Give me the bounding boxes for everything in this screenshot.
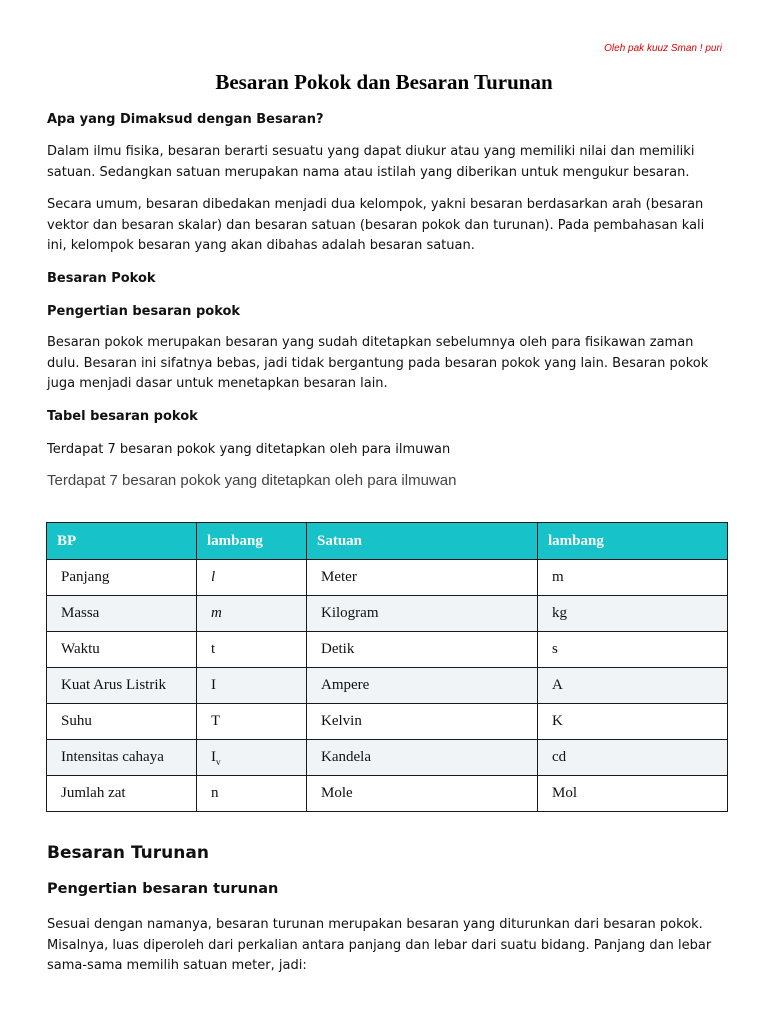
- cell-symbol: t: [197, 632, 307, 668]
- table-row: [47, 560, 728, 596]
- section-heading-besaran-turunan: Besaran Turunan: [47, 843, 209, 863]
- cell-quantity: Panjang: [47, 560, 197, 596]
- cell-quantity: Kuat Arus Listrik: [47, 668, 197, 704]
- table-intro: Terdapat 7 besaran pokok yang ditetapkan oleh para ilmuwan: [47, 442, 451, 457]
- column-header-satuan: Satuan: [307, 523, 538, 560]
- column-header-lambang: lambang: [197, 523, 307, 560]
- cell-unit: Detik: [307, 632, 538, 668]
- cell-symbol: l: [197, 560, 307, 596]
- cell-unit: Ampere: [307, 668, 538, 704]
- paragraph-besaran-pokok: Besaran pokok merupakan besaran yang sudah ditetapkan sebelumnya oleh para fisikawan zaman dulu. Besaran ini sifatnya bebas, jadi tidak bergantung pada besaran pokok yang lain. Besaran pokok juga menjadi dasar untuk menetapkan besaran lain.: [47, 335, 709, 391]
- table-heading: Tabel besaran pokok: [47, 409, 198, 424]
- table-row: [47, 740, 728, 776]
- cell-unit-symbol: A: [538, 668, 728, 704]
- paragraph-classification: Secara umum, besaran dibedakan menjadi dua kelompok, yakni besaran berdasarkan arah (besaran vektor dan besaran skalar) dan besaran satuan (besaran pokok dan turunan). Pada pembahasan kali ini, kelompok besaran yang akan dibahas adalah besaran satuan.: [47, 197, 705, 253]
- column-header-lambang-satuan: lambang: [538, 523, 728, 560]
- section-heading-besaran-pokok: Besaran Pokok: [47, 271, 156, 286]
- cell-unit-symbol: kg: [538, 596, 728, 632]
- table-row: [47, 704, 728, 740]
- cell-quantity: Suhu: [47, 704, 197, 740]
- cell-quantity: Jumlah zat: [47, 776, 197, 812]
- table-intro-repeat: Terdapat 7 besaran pokok yang ditetapkan oleh para ilmuwan: [47, 472, 457, 489]
- cell-symbol: [197, 740, 307, 776]
- symbol-base: I: [211, 748, 216, 765]
- table-row: [47, 632, 728, 668]
- author-note: Oleh pak kuuz Sman ! puri: [604, 43, 722, 54]
- cell-quantity: Waktu: [47, 632, 197, 668]
- cell-unit-symbol: Mol: [538, 776, 728, 812]
- cell-symbol: I: [197, 668, 307, 704]
- cell-unit-symbol: K: [538, 704, 728, 740]
- cell-quantity: Massa: [47, 596, 197, 632]
- document-title: Besaran Pokok dan Besaran Turunan: [215, 70, 553, 94]
- column-header-bp: BP: [47, 523, 197, 560]
- subheading-pengertian-turunan: Pengertian besaran turunan: [47, 881, 279, 897]
- cell-unit: Kelvin: [307, 704, 538, 740]
- cell-unit-symbol: s: [538, 632, 728, 668]
- paragraph-besaran-turunan: Sesuai dengan namanya, besaran turunan merupakan besaran yang diturunkan dari besaran pokok. Misalnya, luas diperoleh dari perkalian antara panjang dan lebar dari suatu bidang. Panjang dan lebar sama-sama memilih satuan meter, jadi:: [47, 917, 712, 973]
- table-row: [47, 776, 728, 812]
- cell-unit-symbol: m: [538, 560, 728, 596]
- table-header-row: [47, 523, 728, 560]
- cell-unit: Mole: [307, 776, 538, 812]
- cell-symbol: m: [197, 596, 307, 632]
- symbol-subscript: v: [216, 756, 221, 767]
- paragraph-definition: Dalam ilmu fisika, besaran berarti sesuatu yang dapat diukur atau yang memiliki nilai dan memiliki satuan. Sedangkan satuan merupakan nama atau istilah yang diberikan untuk mengukur besaran.: [47, 144, 695, 180]
- cell-symbol: T: [197, 704, 307, 740]
- table-row: [47, 596, 728, 632]
- cell-symbol: n: [197, 776, 307, 812]
- subheading-pengertian-pokok: Pengertian besaran pokok: [47, 304, 241, 319]
- cell-unit: Meter: [307, 560, 538, 596]
- cell-quantity: Intensitas cahaya: [47, 740, 197, 776]
- table-row: [47, 668, 728, 704]
- base-quantities-table: [46, 522, 728, 812]
- cell-unit: Kandela: [307, 740, 538, 776]
- section-heading-besaran: Apa yang Dimaksud dengan Besaran?: [47, 112, 324, 127]
- cell-unit-symbol: cd: [538, 740, 728, 776]
- cell-unit: Kilogram: [307, 596, 538, 632]
